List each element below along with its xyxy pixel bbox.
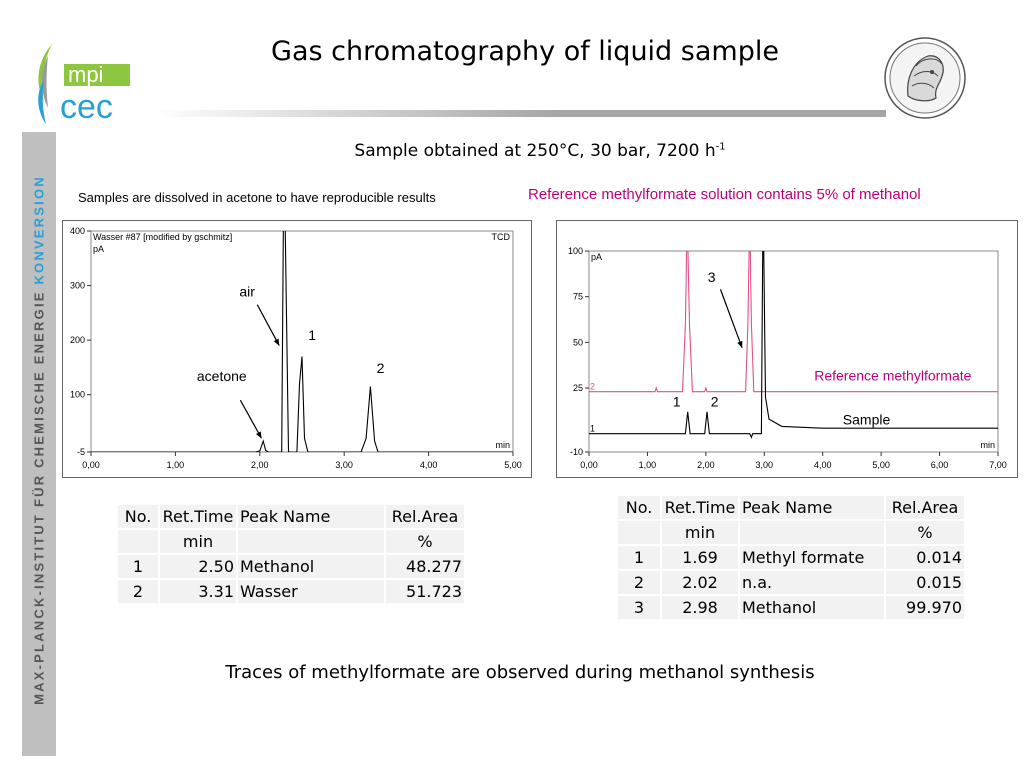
series-line-0	[91, 221, 513, 452]
cell-peakname: Methyl formate	[740, 546, 884, 569]
peak-table-2	[616, 494, 966, 621]
mpi-cec-logo	[30, 36, 140, 126]
institute-name-accent: KONVERSION	[31, 175, 47, 285]
x-tick-label: 1,00	[638, 460, 657, 470]
conclusion-text: Traces of methylformate are observed during methanol synthesis	[225, 662, 815, 683]
x-tick-label: 3,00	[755, 460, 774, 470]
cell-rettime: 1.69	[662, 546, 738, 569]
institute-name-vertical	[32, 175, 47, 705]
annotation-label: 1	[308, 327, 317, 344]
x-tick-label: 4,00	[419, 460, 438, 470]
unit-peakname	[740, 521, 884, 544]
page-title: Gas chromatography of liquid sample	[271, 36, 779, 67]
y-tick-label: 75	[572, 291, 583, 302]
series-group	[91, 221, 513, 452]
series-index-label: 2	[590, 381, 596, 392]
table-header-row	[618, 496, 964, 519]
table-units-row	[618, 521, 964, 544]
note-acetone: Samples are dissolved in acetone to have reproducible results	[78, 190, 436, 205]
cell-no: 1	[618, 546, 660, 569]
unit-relarea: %	[886, 521, 964, 544]
y-tick-label: 200	[69, 335, 85, 346]
annotation-label: acetone	[196, 368, 247, 385]
y-tick-label: 100	[69, 389, 85, 400]
table-row	[118, 555, 464, 578]
col-header-relarea: Rel.Area	[886, 496, 964, 519]
institute-name-main: MAX-PLANCK-INSTITUT FÜR CHEMISCHE ENERGIE	[31, 284, 47, 705]
y-tick-label: 25	[572, 383, 583, 394]
annotation-label: Sample	[842, 411, 891, 428]
x-tick-label: 3,00	[335, 460, 353, 470]
acetone-arrow	[240, 400, 261, 438]
col-header-no: No.	[118, 505, 158, 528]
cell-rettime: 3.31	[160, 580, 236, 603]
note-reference: Reference methylformate solution contains 5% of methanol	[528, 186, 921, 203]
table-row	[118, 580, 464, 603]
unit-no	[118, 530, 158, 553]
chart-header-left: Wasser #87 [modified by gschmitz]	[93, 232, 233, 242]
y-unit-label: pA	[591, 252, 603, 262]
unit-rettime: min	[662, 521, 738, 544]
y-tick-label: 100	[567, 246, 583, 256]
series-line-0	[589, 221, 998, 392]
col-header-rettime: Ret.Time	[662, 496, 738, 519]
x-tick-label: 0,00	[580, 460, 598, 470]
unit-rettime: min	[160, 530, 236, 553]
table-header-row	[118, 505, 464, 528]
y-tick-label: -5	[76, 447, 85, 457]
x-unit-label: min	[980, 440, 995, 450]
x-tick-label: 6,00	[930, 460, 949, 470]
chromatogram-2-svg	[557, 221, 1017, 477]
series-group	[589, 221, 998, 437]
annotation-label: Reference methylformate	[814, 367, 972, 384]
cell-rettime: 2.98	[662, 596, 738, 619]
cell-no: 2	[618, 571, 660, 594]
col-header-peakname: Peak Name	[740, 496, 884, 519]
unit-peakname	[238, 530, 384, 553]
cell-relarea: 0.015	[886, 571, 964, 594]
col-header-rettime: Ret.Time	[160, 505, 236, 528]
x-tick-label: 5,00	[504, 460, 522, 470]
table-row	[618, 546, 964, 569]
cell-rettime: 2.50	[160, 555, 236, 578]
chromatogram-1	[62, 220, 532, 478]
annotation-label: air	[239, 283, 255, 300]
x-tick-label: 5,00	[872, 460, 890, 470]
y-tick-label: 400	[69, 226, 85, 236]
peak-3-arrow	[720, 289, 742, 347]
col-header-relarea: Rel.Area	[386, 505, 464, 528]
annotation-label: 2	[376, 359, 385, 376]
cell-no: 3	[618, 596, 660, 619]
table-row	[618, 596, 964, 619]
sample-conditions-text: Sample obtained at 250°C, 30 bar, 7200 h	[354, 141, 716, 161]
cell-no: 1	[118, 555, 158, 578]
col-header-peakname: Peak Name	[238, 505, 384, 528]
unit-no	[618, 521, 660, 544]
y-unit-label: pA	[93, 244, 105, 254]
x-tick-label: 4,00	[813, 460, 832, 470]
cell-peakname: Methanol	[238, 555, 384, 578]
x-tick-label: 2,00	[697, 460, 715, 470]
annotation-label: 3	[707, 269, 716, 286]
series-index-label: 1	[590, 423, 596, 434]
x-unit-label: min	[495, 440, 510, 450]
cell-relarea: 99.970	[886, 596, 964, 619]
chart-header-right: TCD	[491, 232, 510, 242]
peak-3-arrow-head	[737, 341, 742, 348]
x-tick-label: 2,00	[251, 460, 269, 470]
annotation-label: 1	[672, 393, 681, 410]
cell-no: 2	[118, 580, 158, 603]
plot-frame	[589, 251, 998, 452]
col-header-no: No.	[618, 496, 660, 519]
x-tick-label: 0,00	[82, 460, 100, 470]
cell-rettime: 2.02	[662, 571, 738, 594]
y-tick-label: 50	[572, 337, 583, 348]
series-line-1	[589, 221, 998, 437]
logo-mpi-text: mpi	[68, 62, 104, 87]
annotation-label: 2	[710, 393, 719, 410]
sample-conditions-exponent: -1	[715, 141, 726, 153]
cell-relarea: 48.277	[386, 555, 464, 578]
sample-conditions	[260, 141, 820, 161]
chromatogram-1-svg	[63, 221, 531, 477]
y-tick-label: -10	[569, 447, 583, 457]
minerva-seal-icon	[882, 36, 968, 120]
unit-relarea: %	[386, 530, 464, 553]
cell-relarea: 51.723	[386, 580, 464, 603]
peak-table-1	[116, 503, 466, 605]
logo-cec-text: cec	[60, 88, 113, 126]
plot-frame	[91, 231, 513, 452]
y-tick-label: 300	[69, 280, 85, 291]
cell-peakname: Wasser	[238, 580, 384, 603]
chromatogram-2	[556, 220, 1018, 478]
cell-relarea: 0.014	[886, 546, 964, 569]
x-tick-label: 7,00	[989, 460, 1007, 470]
table-units-row	[118, 530, 464, 553]
table-row	[618, 571, 964, 594]
air-arrow	[257, 305, 279, 346]
title-divider	[154, 110, 886, 117]
cell-peakname: n.a.	[740, 571, 884, 594]
cell-peakname: Methanol	[740, 596, 884, 619]
x-tick-label: 1,00	[166, 460, 185, 470]
